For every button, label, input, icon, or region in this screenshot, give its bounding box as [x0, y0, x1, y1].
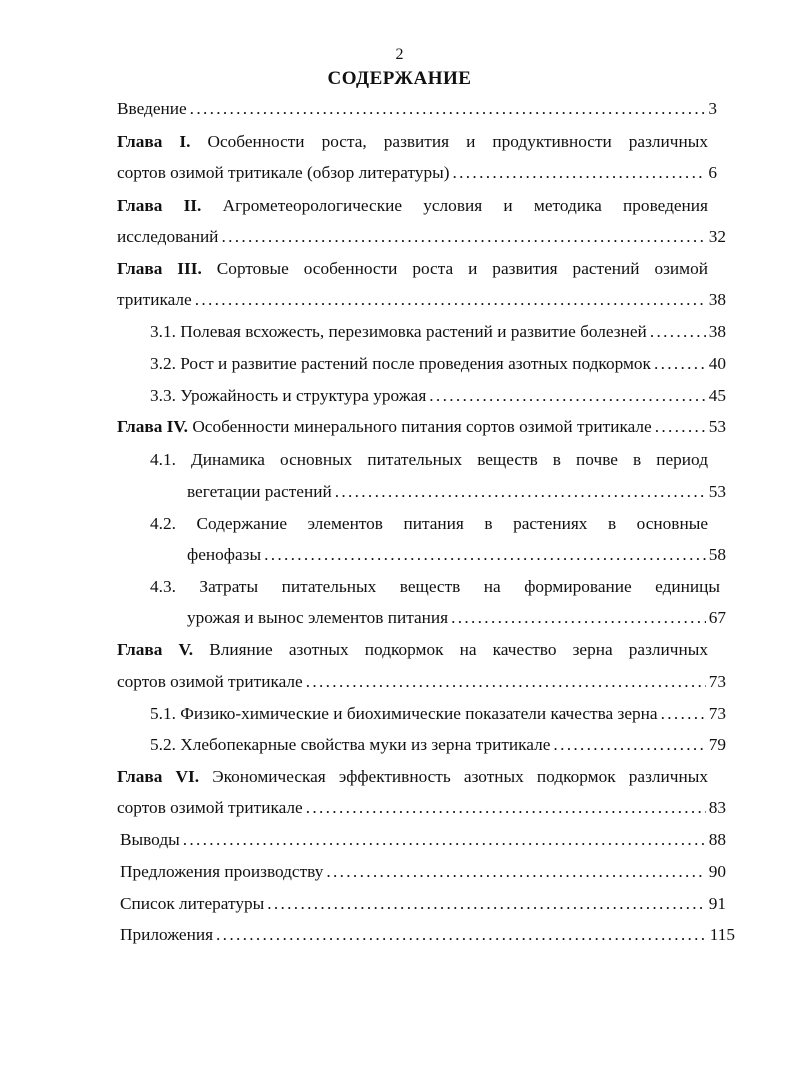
toc-entry-4-1-line1[interactable]: 4.1. Динамика основных питательных веществ в почве в период [150, 450, 708, 469]
page-number: 2 [395, 46, 404, 63]
chapter-heading: Глава III. [117, 259, 202, 278]
toc-page-number: 79 [708, 735, 726, 754]
toc-entry-ch1-line2[interactable]: сортов озимой тритикале (обзор литературы) . . . 6 [117, 161, 717, 185]
leader-dots [216, 923, 707, 947]
leader-dots [335, 480, 706, 504]
leader-dots [661, 702, 706, 726]
leader-dots [264, 543, 706, 567]
toc-entry-appendices[interactable]: Приложения . . . 115 [120, 923, 735, 947]
toc-page-number: 3 [708, 99, 717, 118]
toc-entry-conclusions[interactable]: Выводы . . . 88 [120, 828, 726, 852]
leader-dots [553, 733, 705, 757]
leader-dots [306, 670, 706, 694]
toc-page-number: 115 [709, 925, 735, 944]
toc-entry-5-2[interactable]: 5.2. Хлебопекарные свойства муки из зерна тритикале . . . 79 [150, 733, 726, 757]
toc-entry-ch1-line1[interactable]: Глава I. Особенности роста, развития и продуктивности различных [117, 132, 708, 151]
toc-entry-4-2-line2[interactable]: фенофазы . . . 58 [187, 543, 726, 567]
toc-entry-4-1-line2[interactable]: вегетации растений . . . 53 [187, 480, 726, 504]
toc-page-number: 91 [708, 894, 726, 913]
leader-dots [221, 225, 705, 249]
toc-page-number: 88 [708, 830, 726, 849]
toc-page-number: 67 [708, 608, 726, 627]
chapter-heading: Глава VI. [117, 767, 200, 786]
toc-page-number: 38 [708, 290, 726, 309]
toc-entry-ch4[interactable]: Глава IV. Особенности минерального питания сортов озимой тритикале . . . 53 [117, 415, 726, 439]
toc-entry-3-3[interactable]: 3.3. Урожайность и структура урожая . . . 45 [150, 384, 726, 408]
leader-dots [654, 352, 706, 376]
chapter-heading: Глава I. [117, 132, 191, 151]
toc-page-number: 6 [708, 163, 717, 182]
leader-dots [306, 796, 706, 820]
toc-page-number: 53 [708, 417, 726, 436]
leader-dots [429, 384, 705, 408]
toc-entry-3-1[interactable]: 3.1. Полевая всхожесть, перезимовка растений и развитие болезней . . . 38 [150, 320, 726, 344]
toc-entry-references[interactable]: Список литературы . . . 91 [120, 892, 726, 916]
toc-entry-ch2-line2[interactable]: исследований . . . 32 [117, 225, 726, 249]
toc-entry-proposals[interactable]: Предложения производству . . . 90 [120, 860, 726, 884]
toc-entry-ch6-line1[interactable]: Глава VI. Экономическая эффективность азотных подкормок различных [117, 767, 708, 786]
toc-entry-4-3-line1[interactable]: 4.3. Затраты питательных веществ на формирование единицы [150, 577, 720, 596]
toc-entry-5-1[interactable]: 5.1. Физико-химические и биохимические показатели качества зерна . . . 73 [150, 702, 726, 726]
toc-entry-ch3-line2[interactable]: тритикале . . . 38 [117, 288, 726, 312]
leader-dots [655, 415, 706, 439]
chapter-heading: Глава IV. [117, 417, 188, 436]
toc-page-number: 32 [708, 227, 726, 246]
toc-page-number: 40 [708, 354, 726, 373]
toc-entry-intro[interactable]: Введение . . . 3 [117, 97, 717, 121]
toc-entry-4-2-line1[interactable]: 4.2. Содержание элементов питания в растениях в основные [150, 514, 708, 533]
toc-page-number: 38 [708, 322, 726, 341]
toc-page-number: 83 [708, 798, 726, 817]
toc-entry-ch2-line1[interactable]: Глава II. Агрометеорологические условия и методика проведения [117, 196, 708, 215]
toc-entry-4-3-line2[interactable]: урожая и вынос элементов питания . . . 67 [187, 606, 726, 630]
leader-dots [451, 606, 706, 630]
leader-dots [650, 320, 706, 344]
toc-page-number: 53 [708, 482, 726, 501]
toc-page-number: 45 [708, 386, 726, 405]
toc-page-number: 73 [708, 704, 726, 723]
toc-page-number: 90 [708, 862, 726, 881]
toc-entry-ch3-line1[interactable]: Глава III. Сортовые особенности роста и развития растений озимой [117, 259, 708, 278]
toc-entry-ch6-line2[interactable]: сортов озимой тритикале . . . 83 [117, 796, 726, 820]
leader-dots [195, 288, 706, 312]
toc-page-number: 73 [708, 672, 726, 691]
toc-entry-ch5-line1[interactable]: Глава V. Влияние азотных подкормок на качество зерна различных [117, 640, 708, 659]
leader-dots [453, 161, 706, 185]
leader-dots [326, 860, 705, 884]
toc-entry-ch5-line2[interactable]: сортов озимой тритикале . . . 73 [117, 670, 726, 694]
chapter-heading: Глава II. [117, 196, 202, 215]
leader-dots [183, 828, 706, 852]
page-title: СОДЕРЖАНИЕ [327, 68, 472, 89]
chapter-heading: Глава V. [117, 640, 194, 659]
toc-page-number: 58 [708, 545, 726, 564]
leader-dots [267, 892, 705, 916]
toc-entry-3-2[interactable]: 3.2. Рост и развитие растений после проведения азотных подкормок . . . 40 [150, 352, 726, 376]
leader-dots [190, 97, 706, 121]
